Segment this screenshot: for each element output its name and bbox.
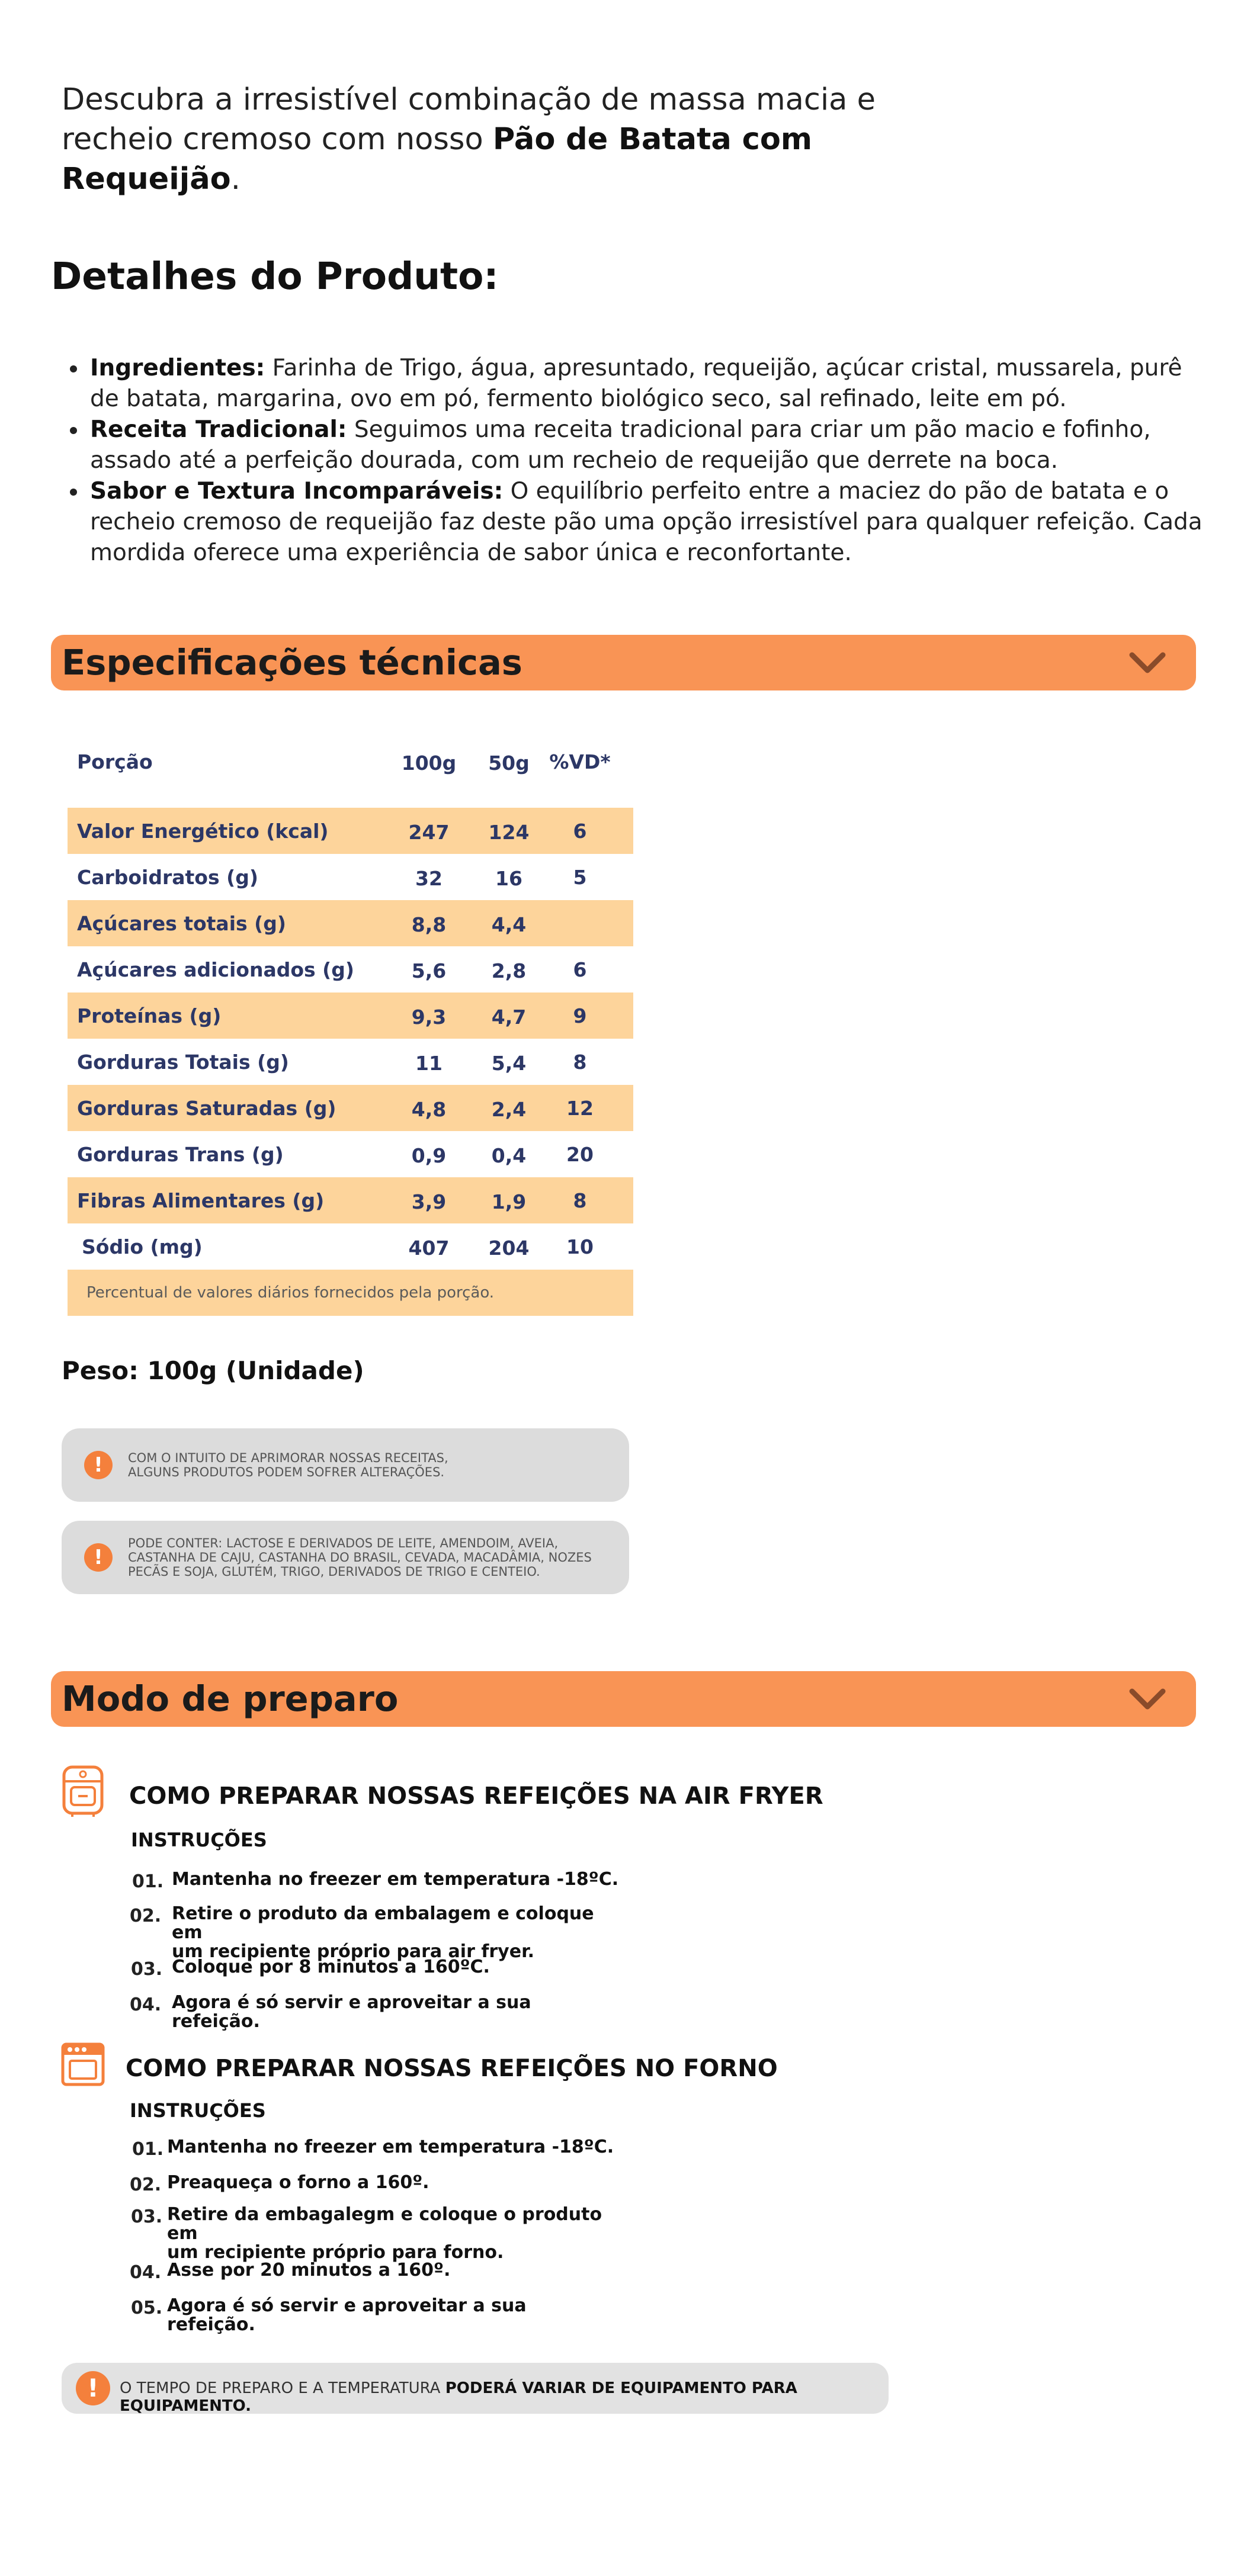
step-number: 03. (131, 2206, 163, 2227)
row-100g: 407 (408, 1236, 450, 1260)
prep-time-warning (62, 2363, 889, 2414)
note-line: CASTANHA DE CAJU, CASTANHA DO BRASIL, CEVADA, MACADÂMIA, NOZES (128, 1550, 592, 1565)
header-100g: 100g (401, 751, 457, 775)
table-row (68, 808, 633, 854)
item-text: Farinha de Trigo, água, apresuntado, requeijão, açúcar cristal, mussarela, purê de batata, margarina, ovo em pó, fermento biológico seco, sal refinado, leite em pó. (90, 355, 1182, 412)
item-label: Ingredientes: (90, 355, 265, 381)
row-vd: 12 (566, 1097, 594, 1120)
row-100g: 3,9 (411, 1190, 447, 1213)
airfryer-title: COMO PREPARAR NOSSAS REFEIÇÕES NA AIR FRYER (129, 1782, 823, 1810)
row-label: Gorduras Trans (g) (77, 1143, 284, 1166)
item-text: O equilíbrio perfeito entre a maciez do pão de batata e o recheio cremoso de requeijão faz deste pão uma opção irresistível para qualquer refeição. Cada mordida oferece uma experiência de sabor única e reconfortante. (90, 478, 1203, 566)
step-text (172, 1958, 622, 1977)
row-label: Proteínas (g) (77, 1004, 222, 1027)
recipe-change-note (62, 1428, 629, 1502)
row-label: Carboidratos (g) (77, 866, 258, 889)
row-label: Valor Energético (kcal) (77, 820, 329, 843)
note-line: PECÃS E SOJA, GLUTÉM, TRIGO, DERIVADOS DE TRIGO E CENTEIO. (128, 1565, 540, 1579)
row-vd: 10 (566, 1235, 594, 1258)
row-100g: 5,6 (411, 959, 447, 982)
row-vd: 5 (573, 866, 587, 889)
step-text (167, 2296, 617, 2334)
row-label: Açúcares totais (g) (77, 912, 286, 935)
table-row (68, 1039, 633, 1085)
step-number: 01. (132, 2139, 164, 2160)
note-line: COM O INTUITO DE APRIMORAR NOSSAS RECEITAS, (128, 1451, 448, 1465)
list-item (88, 476, 1213, 568)
row-vd: 8 (573, 1051, 587, 1074)
intro-text: Descubra a irresistível combinação de massa macia e recheio cremoso com nosso (62, 82, 876, 157)
header-50g: 50g (488, 751, 530, 775)
step-text (172, 1870, 622, 1889)
step-line: Coloque por 8 minutos a 160ºC. (172, 1957, 490, 1977)
row-vd: 9 (573, 1004, 587, 1027)
table-row (68, 1131, 633, 1177)
table-row (68, 900, 633, 946)
intro-paragraph (62, 80, 915, 199)
step-line: um recipiente próprio para air fryer. (172, 1941, 534, 1962)
specs-title: Especificações técnicas (62, 642, 522, 683)
list-item (88, 353, 1213, 415)
step-text (167, 2173, 617, 2192)
airfryer-subtitle: INSTRUÇÕES (131, 1829, 267, 1851)
item-label: Sabor e Textura Incomparáveis: (90, 478, 504, 505)
table-footnote (68, 1270, 633, 1316)
note-line: PODE CONTER: LACTOSE E DERIVADOS DE LEITE, AMENDOIM, AVEIA, (128, 1536, 559, 1550)
step-line: Agora é só servir e aproveitar a sua refeição. (167, 2295, 527, 2335)
row-vd: 8 (573, 1189, 587, 1212)
step-number: 02. (130, 2174, 162, 2195)
row-label: Sódio (mg) (82, 1235, 203, 1258)
row-50g: 2,8 (491, 959, 527, 982)
step-line: Retire da embagalegm e coloque o produto em (167, 2204, 602, 2244)
step-number: 05. (131, 2298, 163, 2318)
step-number: 01. (132, 1871, 164, 1892)
warning-text (120, 2379, 889, 2415)
row-50g: 4,7 (491, 1006, 527, 1029)
product-weight: Peso: 100g (Unidade) (62, 1356, 364, 1385)
row-label: Gorduras Totais (g) (77, 1051, 289, 1074)
step-number: 04. (130, 2262, 162, 2283)
step-text (167, 2261, 617, 2280)
row-50g: 0,4 (491, 1144, 527, 1167)
row-50g: 1,9 (491, 1190, 527, 1213)
table-header (68, 738, 633, 785)
step-text (172, 1904, 622, 1961)
step-line: Retire o produto da embalagem e coloque em (172, 1903, 594, 1943)
header-portion: Porção (77, 750, 153, 773)
step-number: 02. (130, 1906, 162, 1926)
row-100g: 247 (408, 821, 450, 844)
row-vd: 6 (573, 958, 587, 981)
alert-icon: ! (84, 1451, 113, 1479)
step-number: 04. (130, 1994, 162, 2015)
footnote-text: Percentual de valores diários fornecidos pela porção. (86, 1284, 495, 1302)
note-line: ALGUNS PRODUTOS PODEM SOFRER ALTERAÇÕES. (128, 1465, 445, 1479)
oven-title: COMO PREPARAR NOSSAS REFEIÇÕES NO FORNO (126, 2055, 778, 2082)
row-label: Açúcares adicionados (g) (77, 958, 354, 981)
row-50g: 204 (488, 1236, 530, 1260)
table-row (68, 1085, 633, 1131)
step-number: 03. (131, 1959, 163, 1980)
step-text (167, 2205, 617, 2262)
table-row (68, 854, 633, 900)
prep-title: Modo de preparo (62, 1678, 399, 1719)
row-vd: 20 (566, 1143, 594, 1166)
chevron-down-icon[interactable] (1128, 1687, 1166, 1713)
product-name: Pão de Batata com Requeijão (62, 122, 813, 197)
prep-accordion-header[interactable] (51, 1671, 1196, 1727)
chevron-down-icon[interactable] (1128, 650, 1166, 676)
step-line: Preaqueça o forno a 160º. (167, 2172, 429, 2193)
table-row (68, 1223, 633, 1270)
alert-icon: ! (84, 1543, 113, 1572)
row-100g: 8,8 (411, 913, 447, 936)
row-100g: 4,8 (411, 1098, 447, 1121)
row-100g: 32 (415, 867, 443, 890)
table-row (68, 946, 633, 993)
row-50g: 16 (495, 867, 522, 890)
row-100g: 0,9 (411, 1144, 447, 1167)
step-line: Agora é só servir e aproveitar a sua refeição. (172, 1992, 531, 2032)
step-line: Mantenha no freezer em temperatura -18ºC. (167, 2137, 614, 2157)
step-line: Mantenha no freezer em temperatura -18ºC. (172, 1869, 619, 1890)
row-50g: 124 (488, 821, 530, 844)
step-text (172, 1993, 622, 2031)
specs-accordion-header[interactable] (51, 635, 1196, 690)
item-text: Seguimos uma receita tradicional para criar um pão macio e fofinho, assado até a perfeição dourada, com um recheio de requeijão que derrete na boca. (90, 416, 1151, 474)
table-row (68, 1177, 633, 1223)
oven-subtitle: INSTRUÇÕES (130, 2099, 266, 2122)
row-50g: 2,4 (491, 1098, 527, 1121)
row-50g: 5,4 (491, 1052, 527, 1075)
row-label: Fibras Alimentares (g) (77, 1189, 325, 1212)
row-100g: 9,3 (411, 1006, 447, 1029)
details-list (62, 353, 1213, 568)
details-title: Detalhes do Produto: (51, 255, 499, 298)
row-vd: 6 (573, 820, 587, 843)
warning-normal: O TEMPO DE PREPARO E A TEMPERATURA (120, 2379, 445, 2397)
row-50g: 4,4 (491, 913, 527, 936)
item-label: Receita Tradicional: (90, 416, 347, 443)
row-label: Gorduras Saturadas (g) (77, 1097, 336, 1120)
step-text (167, 2138, 617, 2157)
intro-end: . (230, 162, 241, 197)
list-item (88, 415, 1213, 476)
step-line: um recipiente próprio para forno. (167, 2242, 504, 2263)
row-100g: 11 (415, 1052, 443, 1075)
warning-bold: PODERÁ VARIAR DE EQUIPAMENTO PARA EQUIPAMENTO. (120, 2379, 797, 2415)
alert-icon: ! (76, 2371, 110, 2405)
step-line: Asse por 20 minutos a 160º. (167, 2260, 451, 2281)
header-vd: %VD* (549, 750, 611, 773)
oven-icon (60, 2042, 105, 2087)
air-fryer-icon (60, 1765, 105, 1817)
table-row (68, 993, 633, 1039)
allergen-note (62, 1521, 629, 1594)
